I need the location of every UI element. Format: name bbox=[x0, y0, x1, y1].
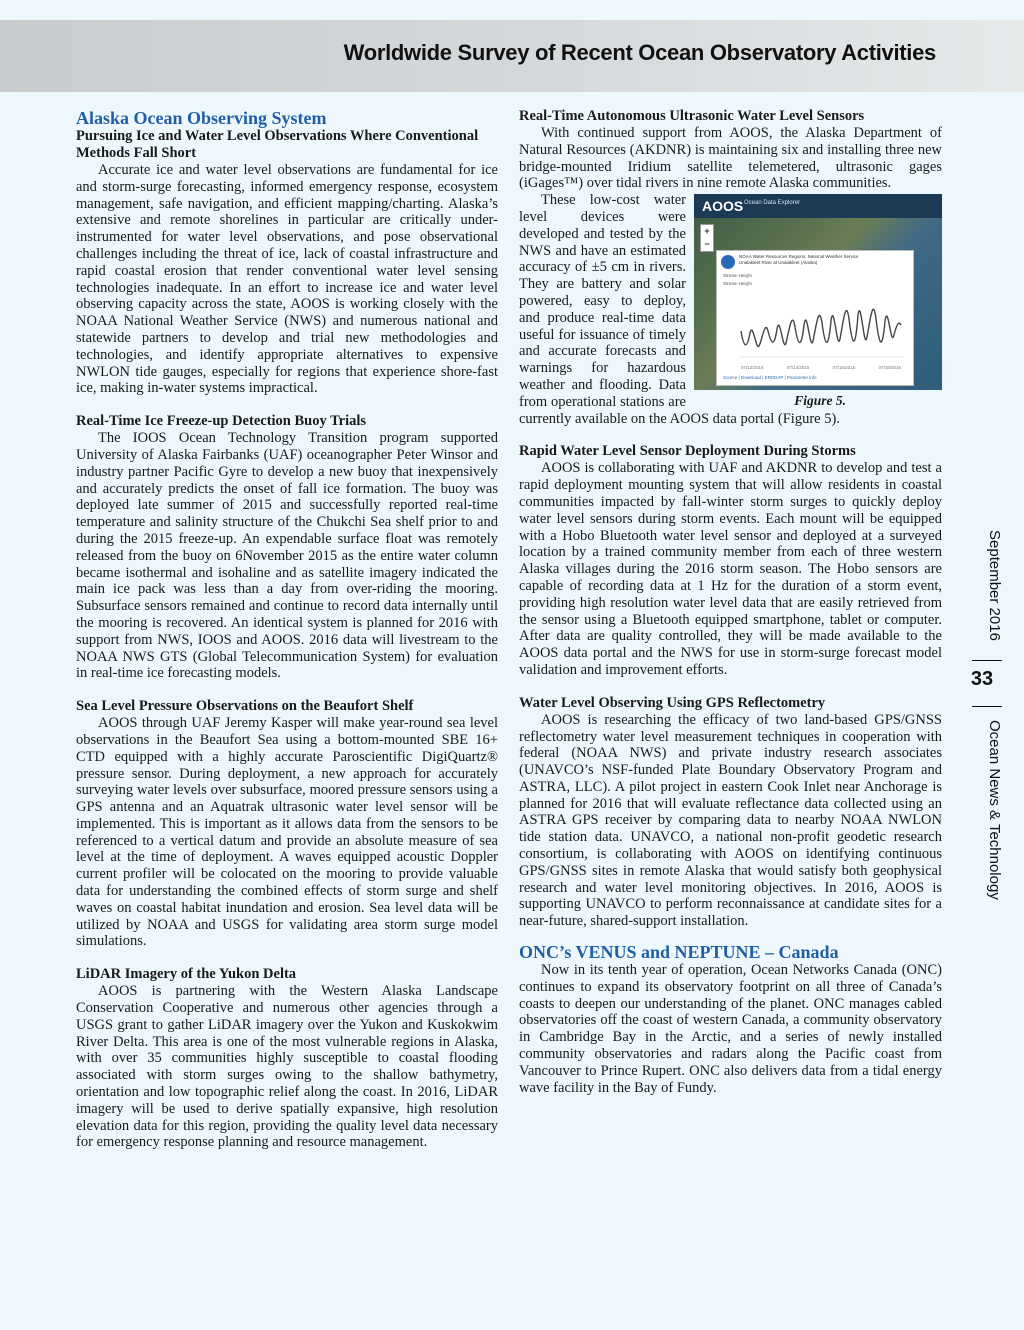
chart-date-label: 07/18/2016 bbox=[878, 365, 901, 371]
page-number: 33 bbox=[970, 668, 994, 690]
chart-date-label: 07/16/2016 bbox=[832, 365, 856, 371]
chart-date-label: 07/14/2016 bbox=[786, 365, 810, 371]
figure-panel-footer: Source | Download | ERDDAP | Parameter info bbox=[723, 375, 817, 381]
aoos-logo-subtitle: Ocean Data Explorer bbox=[744, 200, 801, 207]
section-title-onc: ONC’s VENUS and NEPTUNE – Canada bbox=[519, 942, 839, 963]
lidar-paragraph: AOOS is partnering with the Western Alaska Landscape Conservation Cooperative and numerous other agencies through a USGS grant to gather LiDAR imagery over the Yukon and Kuskokwim River Delta. This area is one of the most vulnerable regions in Alaska, with over 35 communities highly susceptible to coastal flooding associated with storm surges owing to the shallow bathymetry, orientation and low topographic relief along the coast. In 2016, LiDAR imagery will be used to derive spatially expansive, high resolution elevation data for this region, providing the quality level data necessary for emergency response planning and resource management. bbox=[76, 983, 498, 1151]
figure-panel-subtitle: Unalakleet River at Unalakleet (Alaska) bbox=[739, 259, 818, 265]
issue-month: September 2016 bbox=[986, 530, 1003, 641]
subtitle-gps: Water Level Observing Using GPS Reflectometry bbox=[519, 694, 826, 711]
figure-caption: Figure 5. bbox=[794, 393, 846, 409]
magazine-name: Ocean News & Technology bbox=[986, 720, 1003, 900]
ultrasonic-paragraph-2: These low-cost water level devices were developed and tested by the NWS and have an estimated accuracy of ±5 cm in rivers. They are battery and solar powered, easy to deploy, and produce real-time data useful for issuance of timely and accurate forecasts and warnings for hazardous weather and flooding. Data from operational stations are currently available on the AOOS data portal (Figure 5). bbox=[519, 192, 840, 427]
buoy-paragraph: The IOOS Ocean Technology Transition program supported University of Alaska Fairbanks (UAF) oceanographer Peter Winsor and industry partner Pacific Gyre to develop a new buoy that inexpensively and accurately predicts the onset of fall ice formation. The buoy was deployed late summer of 2015 and successfully reported real-time temperature and salinity structure of the Chukchi Sea shelf prior to and during the 2015 freeze-up. An expendable surface float was remotely released from the buoy on 6November 2015 as the entire water column became isothermal and isohaline and as satellite imagery indicated the main ice pack was less than a day from over-riding the mooring. Subsurface sensors remained and continue to record data internally until the mooring is recovered. An identical system is planned for 2016 with support from NWS, IOOS and AOOS. 2016 data will livestream to the NOAA NWS GTS (Global Telecommunication System) for evaluation in real-time ice forecasting models. bbox=[76, 430, 498, 682]
header-title: Worldwide Survey of Recent Ocean Observatory Activities bbox=[343, 40, 936, 65]
subtitle-rapid: Rapid Water Level Sensor Deployment During Storms bbox=[519, 443, 856, 460]
page-side-rail bbox=[958, 530, 1014, 910]
right-column bbox=[519, 108, 942, 1096]
gps-paragraph: AOOS is researching the efficacy of two land-based GPS/GNSS reflectometry water level measurement techniques in cooperation with federal (NOAA NWS) and private industry research associates (UNAVCO’s NSF-funded Plate Boundary Observatory Program and ASTRA, LLC). A pilot project in eastern Cook Inlet near Anchorage is planned for 2016 that will evaluate reflectance data collected using an ASTRA GPS receiver by comparing data to nearby NOAA NWLON tide station data. UNAVCO, a national non-profit geodetic research consortium, is collaborating with AOOS on identifying continuous GPS/GNSS sites in remote Alaska that would satisfy both geophysical research and water level monitoring objectives. In 2016, AOOS is supporting UNAVCO to perform reconnaissance at candidate sites for a near-future, shared-support installation. bbox=[519, 711, 942, 930]
aoos-logo: AOOS bbox=[702, 198, 744, 215]
chart-date-label: 07/12/2016 bbox=[741, 365, 764, 371]
rapid-paragraph: AOOS is collaborating with UAF and AKDNR to develop and test a rapid deployment mounting system that will allow residents in coastal communities impacted by fall-winter storm surges to quickly deploy water level sensors during storm events. Each mount will be equipped with a Hobo Bluetooth water level sensor and deployed at a surveyed location by a trained community member from each of three western Alaska villages during the 2016 storm season. The Hobo sensors are capable of recording data at 1 Hz for the duration of a storm event, providing high resolution water level data that are easily retrieved from the sensor using a Bluetooth equipped smartphone, tablet or computer. After data are quality controlled, they will be made available to the AOOS data portal and the NWS for use in storm-surge forecast model validation and improvement efforts. bbox=[519, 460, 942, 678]
subtitle-lidar: LiDAR Imagery of the Yukon Delta bbox=[76, 966, 297, 983]
zoom-in-icon: + bbox=[704, 226, 710, 237]
map-zoom-control bbox=[700, 224, 714, 252]
figure-legend-1: Stream Height bbox=[723, 273, 752, 279]
subtitle-buoy: Real-Time Ice Freeze-up Detection Buoy Trials bbox=[76, 413, 367, 430]
water-level-chart bbox=[727, 291, 905, 363]
figure-data-panel bbox=[716, 250, 914, 386]
subtitle-ultrasonic: Real-Time Autonomous Ultrasonic Water Level Sensors bbox=[519, 108, 865, 124]
side-divider bbox=[972, 706, 1002, 707]
figure-5 bbox=[694, 194, 942, 409]
intro-paragraph: Accurate ice and water level observations are fundamental for ice and storm-surge forecasting, informed emergency response, ecosystem management, safe navigation, and efficient mapping/charting. Alaska’s extensive and remote shorelines in particular are critically under-instrumented for water level observations, and pose observational challenges including the threat of ice, lack of coastal infrastructure and rapid coastal erosion that render conventional water level sensing technologies inadequate. In an effort to increase ice and water level observing capacity across the state, AOOS is working closely with the NOAA National Weather Service (NWS) and numerous national and statewide partners to develop and trial new methodologies and technologies, and identify appropriate alternatives to expensive NWLON tide gauges, especially for regions that experience shore-fast ice, making in-water systems impractical. bbox=[76, 162, 498, 397]
left-column bbox=[76, 108, 498, 1151]
chart-date-axis bbox=[741, 365, 901, 370]
pressure-paragraph: AOOS through UAF Jeremy Kasper will make year-round sea level observations in the Beaufort Sea using a bottom-mounted SBE 16+ CTD equipped with a highly accurate Paroscientific DigiQuartz® pressure sensor. During deployment, a new approach for accurately surveying water levels over subsurface, moored pressure sensors using a GPS antenna and an Aquatrak ultrasonic water level sensor will be implemented. This is important as it allows data from the sensors to be referenced to a vertical datum and provide an absolute measure of sea level at the time of deployment. A waves equipped acoustic Doppler current profiler will be colocated on the mooring to provide valuable data for understanding the combined effects of storm surge and shelf waves on coastal habitat inundation and erosion. Sea level data will be utilized by NOAA and USGS for validating area storm surge model simulations. bbox=[76, 715, 498, 950]
ultrasonic-paragraph: With continued support from AOOS, the Alaska Department of Natural Resources (AKDNR) is maintaining six and installing three new bridge-mounted Iridium satellite telemetered, ultrasonic gages (iGages™) over tidal rivers in nine remote Alaska communities. bbox=[519, 125, 942, 192]
figure-legend-2: Stream Height bbox=[723, 281, 752, 287]
side-divider bbox=[972, 660, 1002, 661]
section-title-aoos: Alaska Ocean Observing System bbox=[76, 108, 327, 128]
zoom-out-icon: − bbox=[704, 239, 710, 250]
figure-panel-heading bbox=[739, 254, 859, 265]
noaa-badge-icon bbox=[721, 255, 735, 269]
page-header bbox=[0, 20, 1024, 92]
figure-5-image bbox=[694, 194, 942, 390]
onc-paragraph: Now in its tenth year of operation, Ocean Networks Canada (ONC) continues to expand its observatory footprint on all three of Canada’s coasts to deepen our understanding of the planet. ONC manages cabled observatories off the coast of western Canada, a community observatory in Cambridge Bay in the Arctic, and a series of newly installed community observatories and radars along the Pacific coast from Vancouver to Prince Rupert. ONC also delivers data from a tidal energy wave facility in the Bay of Fundy. bbox=[519, 962, 942, 1096]
figure-panel-title: NOAA Water Resources Regions, National Weather Service bbox=[739, 254, 859, 260]
subtitle-intro: Pursuing Ice and Water Level Observations Where Conventional Methods Fall Short bbox=[76, 128, 479, 161]
subtitle-pressure: Sea Level Pressure Observations on the Beaufort Shelf bbox=[76, 698, 414, 715]
water-level-series bbox=[741, 309, 901, 346]
